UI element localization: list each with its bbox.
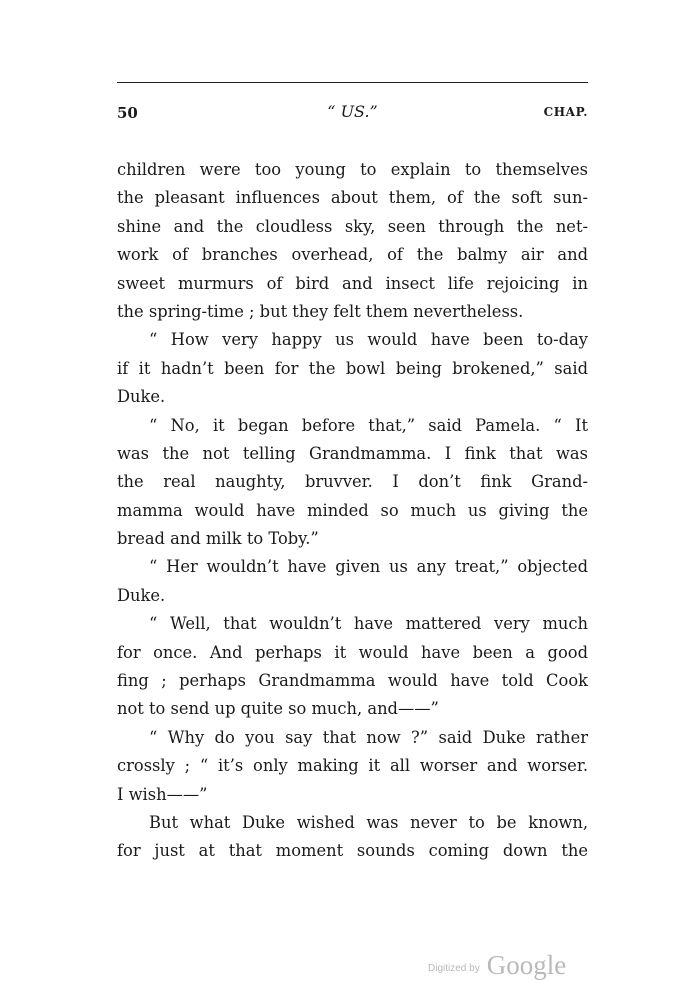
text-line: But what Duke wished was never to be known, <box>149 812 588 832</box>
page-number: 50 <box>117 104 138 122</box>
text-line: Duke. <box>117 387 166 407</box>
text-line: the real naughty, bruvver. I don’t fink Grand- <box>117 472 588 492</box>
text-line: the spring-time ; but they felt them nevertheless. <box>117 301 524 321</box>
text-line: sweet murmurs of bird and insect life rejoicing in <box>117 273 588 293</box>
text-line: was the not telling Grandmamma. I fink that was <box>117 443 588 463</box>
text-line: if it hadn’t been for the bowl being brokened,” said <box>117 358 588 378</box>
header-rule <box>117 82 588 83</box>
text-line: I wish——” <box>117 784 208 804</box>
text-line: “ Why do you say that now ?” said Duke rather <box>149 727 588 747</box>
text-line: “ How very happy us would have been to-day <box>149 330 588 350</box>
text-line: work of branches overhead, of the balmy air and <box>117 245 588 265</box>
text-line: “ No, it began before that,” said Pamela. “ It <box>149 415 588 435</box>
text-line: the pleasant influences about them, of the soft sun- <box>117 188 588 208</box>
text-line: Duke. <box>117 585 166 605</box>
text-line: for once. And perhaps it would have been a good <box>117 642 588 662</box>
chapter-label: CHAP. <box>543 105 588 119</box>
running-head <box>117 100 588 130</box>
text-line: fing ; perhaps Grandmamma would have told Cook <box>117 671 588 691</box>
watermark-prefix: Digitized by <box>428 963 480 974</box>
text-line: bread and milk to Toby.” <box>117 529 319 549</box>
digitized-watermark <box>428 950 566 981</box>
text-line: for just at that moment sounds coming down the <box>117 841 588 861</box>
text-line: mamma would have minded so much us giving the <box>117 500 588 520</box>
text-line: shine and the cloudless sky, seen through the net- <box>117 216 588 236</box>
running-title: “ US.” <box>327 102 378 121</box>
text-line: children were too young to explain to themselves <box>117 160 588 179</box>
google-logo: Google <box>486 950 567 980</box>
body-text <box>117 156 588 866</box>
text-line: not to send up quite so much, and——” <box>117 699 439 719</box>
text-line: “ Her wouldn’t have given us any treat,” objected <box>149 557 588 577</box>
text-line: crossly ; “ it’s only making it all worser and worser. <box>117 756 588 776</box>
text-line: “ Well, that wouldn’t have mattered very much <box>149 614 588 634</box>
